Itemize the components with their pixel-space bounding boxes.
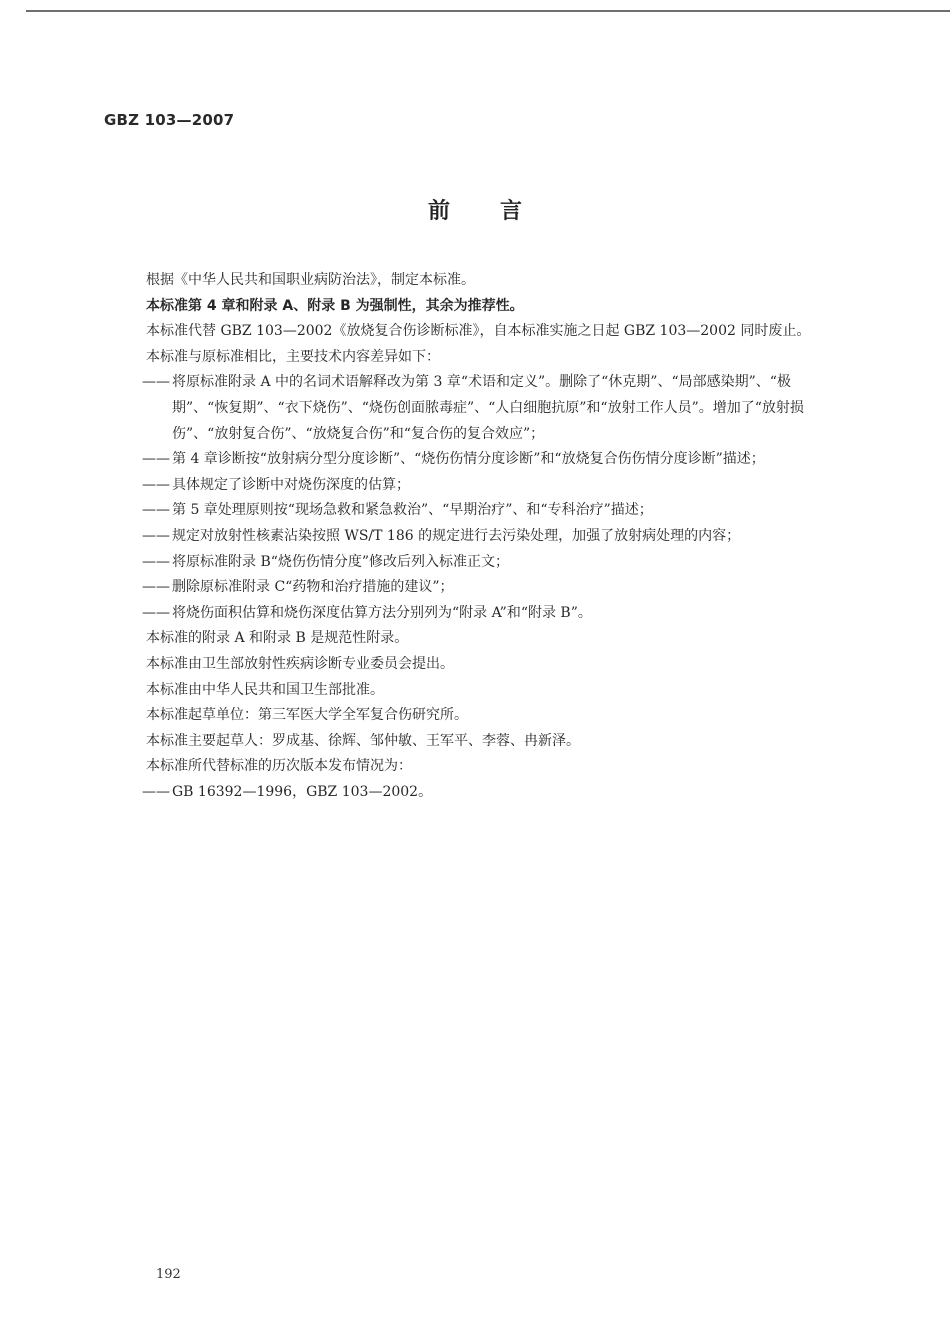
paragraph-drafters: 本标准主要起草人：罗成基、徐辉、邹仲敏、王军平、李蓉、冉新泽。 [146,732,580,749]
section-title [0,194,950,225]
dash-mark: —— [142,783,170,800]
page-top-border [26,10,950,12]
list-item-text: 将烧伤面积估算和烧伤深度估算方法分别列为“附录 A”和“附录 B”。 [172,604,592,621]
list-item-text: 将原标准附录 A 中的名词术语解释改为第 3 章“术语和定义”。删除了“休克期”、“局部感染期”、“极期”、“恢复期”、“衣下烧伤”、“烧伤创面脓毒症”、“人白细胞抗原”和“放射工作人员”。增加了“放射损伤”、“放射复合伤”、“放烧复合伤”和“复合伤的复合效应”； [172,374,804,442]
list-item [122,780,842,806]
title-char-1: 前 [427,199,450,224]
list-item [122,370,842,447]
list-item [122,473,842,499]
paragraph-changes-intro: 本标准与原标准相比，主要技术内容差异如下： [146,348,440,365]
dash-mark: —— [142,451,170,468]
dash-mark: —— [142,502,170,519]
list-item-text: 删除原标准附录 C“药物和治疗措施的建议”； [172,579,454,596]
paragraph-legal-basis: 根据《中华人民共和国职业病防治法》，制定本标准。 [146,272,475,288]
paragraph-approver: 本标准由中华人民共和国卫生部批准。 [146,681,384,698]
paragraph-proposer: 本标准由卫生部放射性疾病诊断专业委员会提出。 [146,655,454,672]
list-item [122,447,842,473]
title-char-2: 言 [500,199,523,224]
dash-mark: —— [142,527,170,544]
dash-mark: —— [142,553,170,570]
list-item [122,498,842,524]
dash-mark: —— [142,374,170,391]
page-number: 192 [156,1267,181,1282]
dash-mark: —— [142,579,170,596]
paragraph-history-intro: 本标准所代替标准的历次版本发布情况为： [146,758,412,775]
list-item [122,575,842,601]
list-item [122,550,842,576]
list-item-text: 规定对放射性核素沾染按照 WS/T 186 的规定进行去污染处理，加强了放射病处理的内容； [172,527,741,544]
paragraph-drafting-unit: 本标准起草单位：第三军医大学全军复合伤研究所。 [146,707,468,724]
foreword-body [122,268,842,805]
history-text: GB 16392—1996，GBZ 103—2002。 [172,783,433,800]
list-item [122,524,842,550]
list-item-text: 第 4 章诊断按“放射病分型分度诊断”、“烧伤伤情分度诊断”和“放烧复合伤伤情分度诊断”描述； [172,451,765,468]
list-item-text: 将原标准附录 B“烧伤伤情分度”修改后列入标准正文； [172,553,510,570]
changes-list [122,370,842,626]
paragraph-mandatory-scope: 本标准第 4 章和附录 A、附录 B 为强制性，其余为推荐性。 [146,297,524,314]
list-item-text: 第 5 章处理原则按“现场急救和紧急救治”、“早期治疗”、和“专科治疗”描述； [172,502,653,519]
dash-mark: —— [142,476,170,493]
list-item [122,601,842,627]
document-code: GBZ 103—2007 [104,111,235,129]
paragraph-appendix-status: 本标准的附录 A 和附录 B 是规范性附录。 [146,630,409,647]
paragraph-replacement: 本标准代替 GBZ 103—2002《放烧复合伤诊断标准》，自本标准实施之日起 GBZ 103—2002 同时废止。 [146,323,811,340]
dash-mark: —— [142,604,170,621]
list-item-text: 具体规定了诊断中对烧伤深度的估算； [172,476,410,493]
